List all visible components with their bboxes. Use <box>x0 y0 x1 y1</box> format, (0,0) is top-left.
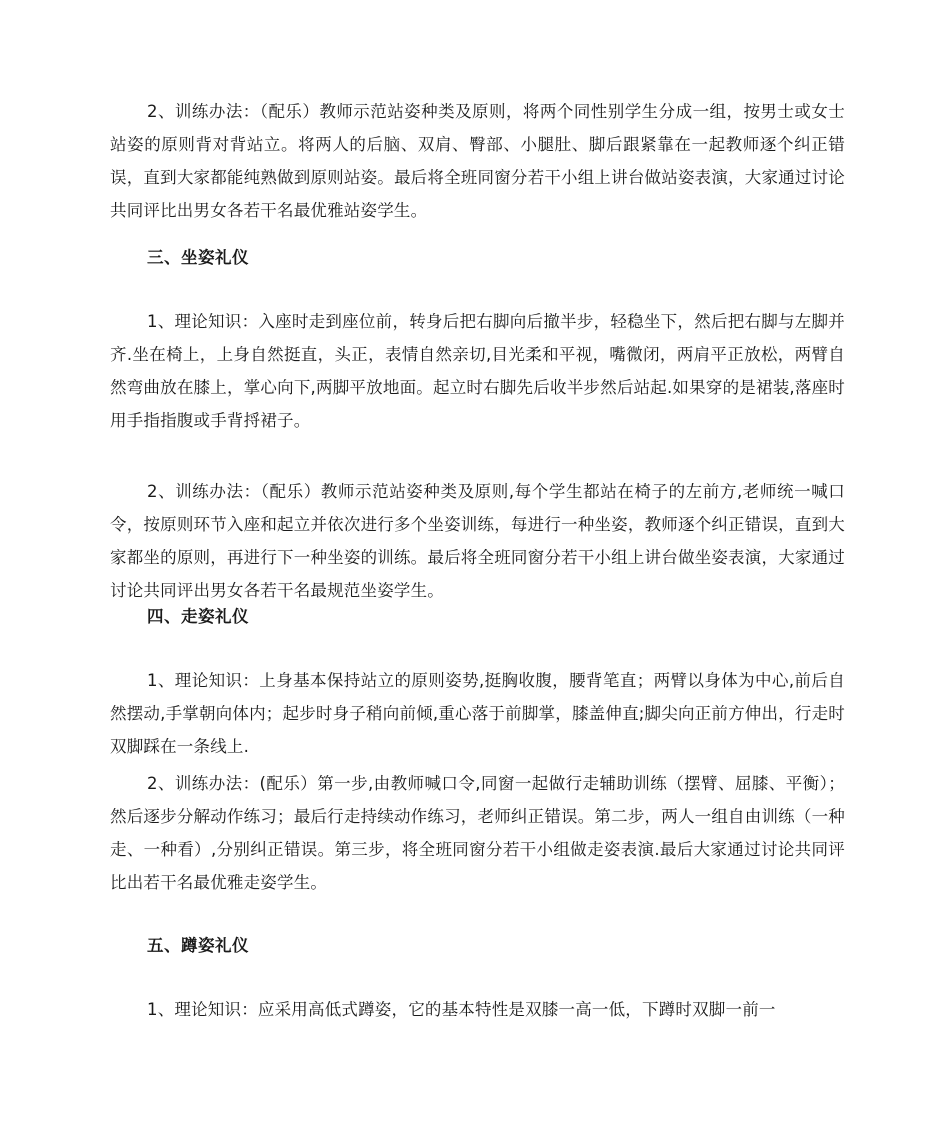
paragraph-walking-theory: 1、理论知识：上身基本保持站立的原则姿势,挺胸收腹，腰背笔直；两臂以身体为中心,前后自然摆动,手掌朝向体内；起步时身子稍向前倾,重心落于前脚掌，膝盖伸直;脚尖向正前方伸出，行走时双脚踩在一条线上. <box>110 671 845 756</box>
paragraph-sitting-training: 2、训练办法：（配乐）教师示范站姿种类及原则,每个学生都站在椅子的左前方,老师统一喊口令，按原则环节入座和起立并依次进行多个坐姿训练，每进行一种坐姿，教师逐个纠正错误，直到大家都坐的原则，再进行下一种坐姿的训练。最后将全班同窗分若干小组上讲台做坐姿表演，大家通过讨论共同评出男女各若干名最规范坐姿学生。 <box>110 482 845 600</box>
paragraph-squatting-theory: 1、理论知识：应采用高低式蹲姿，它的基本特性是双膝一高一低，下蹲时双脚一前一 <box>147 1000 776 1019</box>
heading-sitting-etiquette: 三、坐姿礼仪 <box>147 248 249 267</box>
heading-walking-etiquette: 四、走姿礼仪 <box>147 607 249 626</box>
heading-squatting-etiquette: 五、蹲姿礼仪 <box>147 936 249 955</box>
paragraph-standing-training: 2、训练办法：（配乐）教师示范站姿种类及原则，将两个同性别学生分成一组，按男士或女士站姿的原则背对背站立。将两人的后脑、双肩、臀部、小腿肚、脚后跟紧靠在一起教师逐个纠正错误，直到大家都能纯熟做到原则站姿。最后将全班同窗分若干小组上讲台做站姿表演，大家通过讨论共同评比出男女各若干名最优雅站姿学生。 <box>110 102 845 220</box>
paragraph-sitting-theory: 1、理论知识：入座时走到座位前，转身后把右脚向后撤半步，轻稳坐下，然后把右脚与左脚并齐.坐在椅上，上身自然挺直，头正，表情自然亲切,目光柔和平视，嘴微闭，两肩平正放松，两臂自然弯曲放在膝上，掌心向下,两脚平放地面。起立时右脚先后收半步然后站起.如果穿的是裙装,落座时用手指指腹或手背捋裙子。 <box>110 312 845 430</box>
paragraph-walking-training: 2、训练办法：(配乐）第一步,由教师喊口令,同窗一起做行走辅助训练（摆臂、屈膝、平衡）；然后逐步分解动作练习；最后行走持续动作练习，老师纠正错误。第二步，两人一组自由训练（一种走、一种看）,分别纠正错误。第三步，将全班同窗分若干小组做走姿表演.最后大家通过讨论共同评比出若干名最优雅走姿学生。 <box>110 774 845 892</box>
